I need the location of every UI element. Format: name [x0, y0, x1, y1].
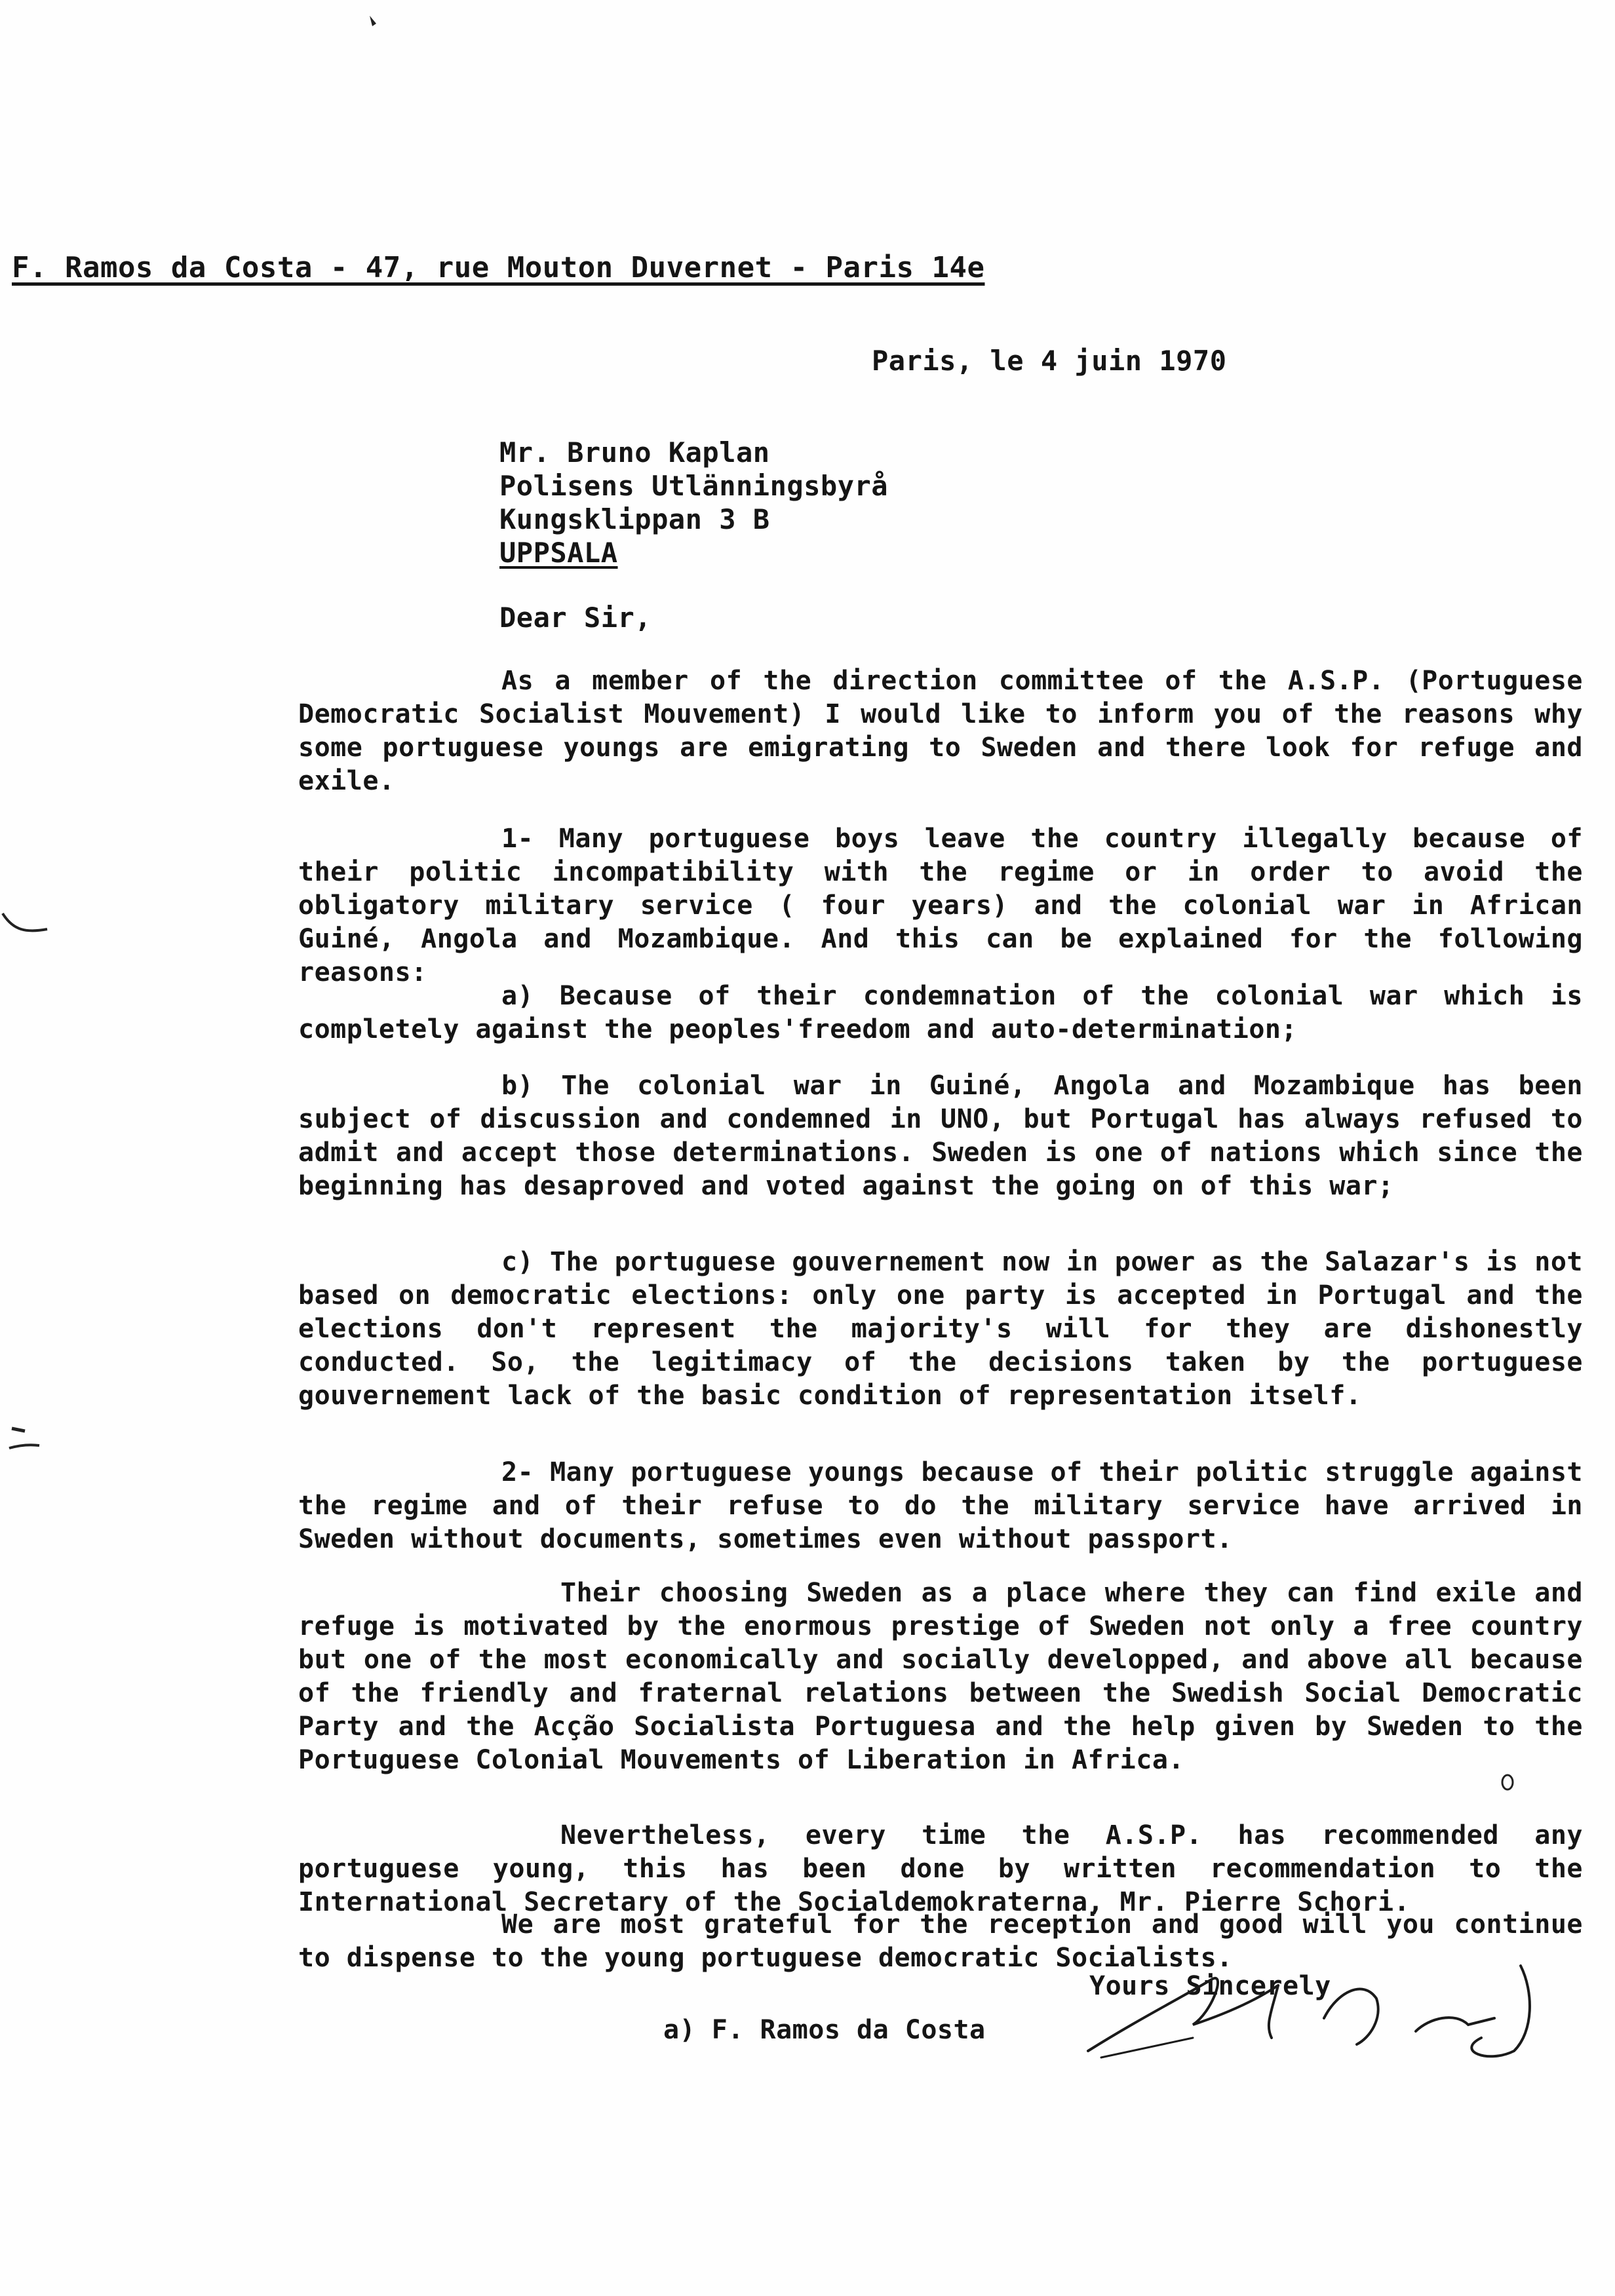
margin-mark — [1494, 1769, 1521, 1795]
margin-mark — [5, 1422, 45, 1455]
paragraph-point-2: 2- Many portuguese youngs because of their politic struggle against the regime and of their refuse to do the military service have arrived in Sweden without documents, sometimes even without passport. — [298, 1457, 1599, 1554]
paragraph-point-1a: a) Because of their condemnation of the colonial war which is completely against the peoples'freedom and auto-determination; — [298, 981, 1599, 1044]
letterhead: F. Ramos da Costa - 47, rue Mouton Duvernet - Paris 14e — [12, 251, 985, 284]
letter-date: Paris, le 4 juin 1970 — [872, 345, 1227, 377]
recipient-street: Kungsklippan 3 B — [499, 503, 770, 535]
paragraph-sweden-reasons: Their choosing Sweden as a place where they can find exile and refuge is motivated by the enormous prestige of Sweden not only a free country but one of the most economically and socially developped, and above all because of the friendly and fraternal relations between the Swedish Social Democratic Party and the Acção Socialista Portuguesa and the help given by Sweden to the Portuguese Colonial Mouvements of Liberation in Africa. — [298, 1578, 1599, 1775]
recipient-office: Polisens Utlänningsbyrå — [499, 470, 889, 502]
signatory-line: a) F. Ramos da Costa — [663, 2015, 986, 2045]
margin-mark — [0, 911, 52, 937]
paragraph-intro: As a member of the direction committee of the A.S.P. (Portuguese Democratic Socialist Mouvement) I would like to inform you of the reasons why some portuguese youngs are emigrating to Sweden and there look for refuge and exile. — [298, 666, 1599, 796]
paragraph-point-1b: b) The colonial war in Guiné, Angola and Mozambique has been subject of discussion and condemned in UNO, but Portugal has always refused to admit and accept those determinations. Sweden is one of nations which since the beginning has desaproved and voted against the going on of this war; — [298, 1071, 1599, 1201]
speck-mark — [367, 13, 380, 29]
paragraph-point-1: 1- Many portuguese boys leave the country illegally because of their politic incompatibility with the regime or in order to avoid the obligatory military service ( four years) and the colonial war in African Guiné, Angola and Mozambique. And this can be explained for the following reasons: — [298, 824, 1599, 987]
closing: Yours Sincerely — [1089, 1971, 1331, 2001]
handwritten-signature — [1062, 1940, 1560, 2071]
salutation: Dear Sir, — [499, 602, 652, 634]
recipient-city: UPPSALA — [499, 537, 618, 569]
recipient-name: Mr. Bruno Kaplan — [499, 436, 770, 469]
paragraph-point-1c: c) The portuguese gouvernement now in power as the Salazar's is not based on democratic elections: only one party is accepted in Portugal and the elections don't represent the majority's will for they are dishonestly conducted. So, the legitimacy of the decisions taken by the portuguese gouvernement lack of the basic condition of representation itself. — [298, 1247, 1599, 1411]
paragraph-recommendation: Nevertheless, every time the A.S.P. has recommended any portuguese young, this has been done by written recommendation to the International Secretary of the Socialdemokraterna, Mr. Pierre Schori. — [298, 1820, 1599, 1917]
paragraph-gratitude: We are most grateful for the reception and good will you continue to dispense to the young portuguese democratic Socialists. — [298, 1909, 1599, 1973]
